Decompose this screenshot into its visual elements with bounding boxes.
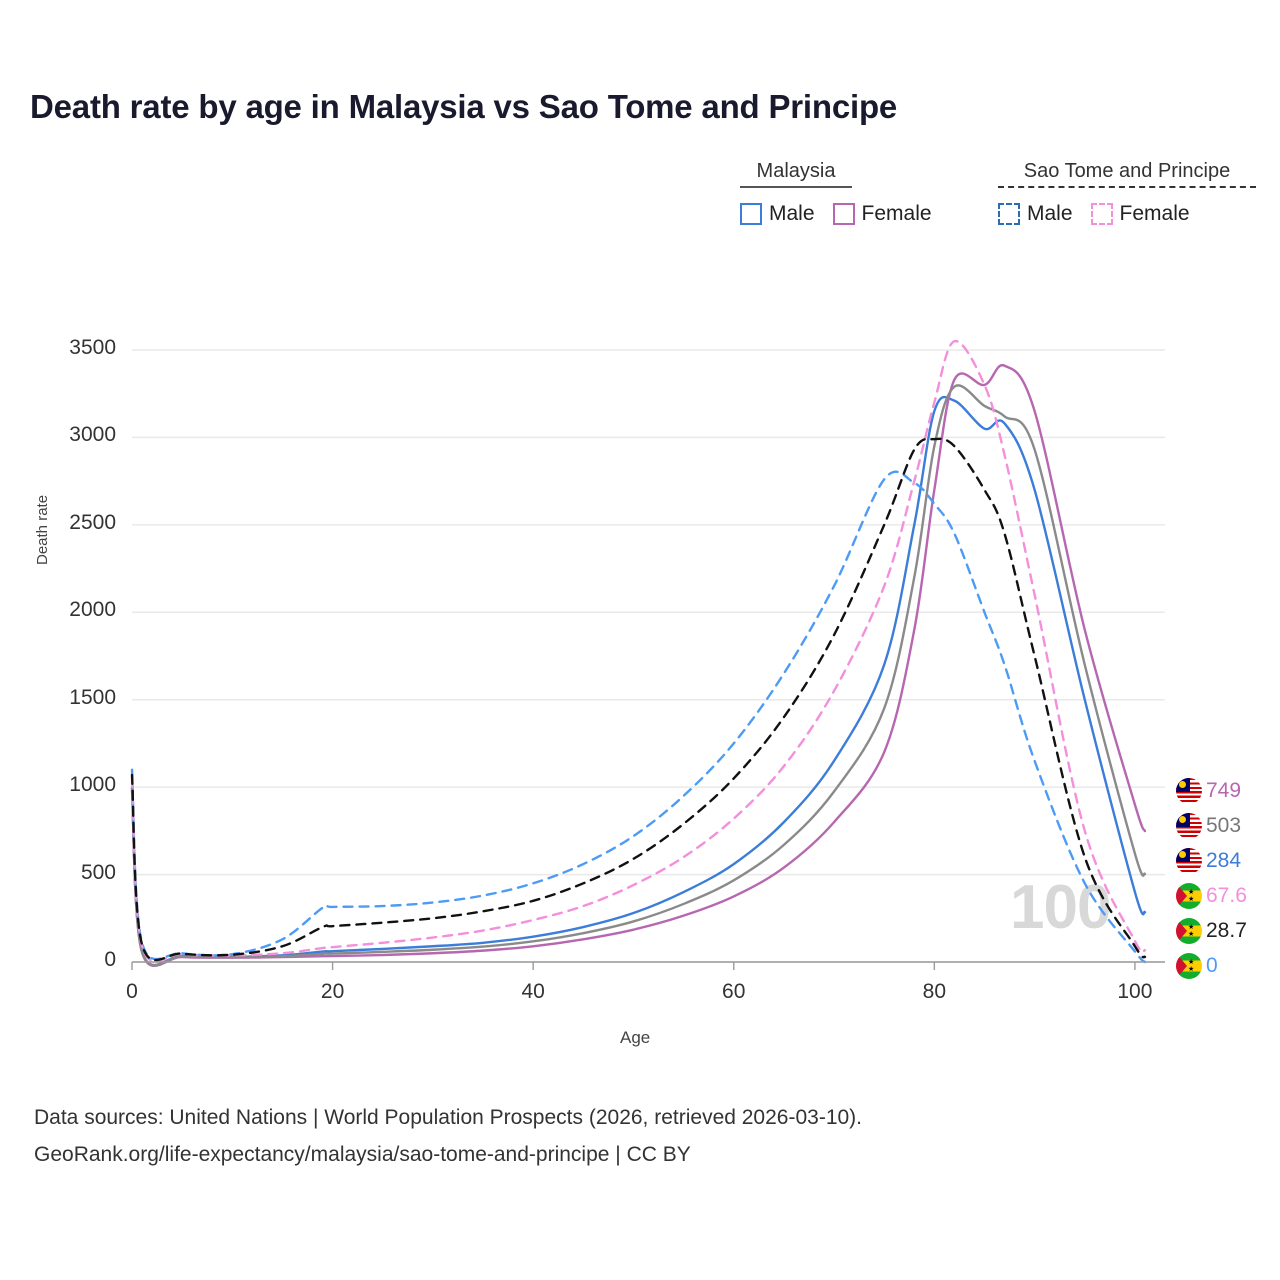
- x-axis-title: Age: [620, 1028, 651, 1047]
- footer-line-1: Data sources: United Nations | World Population Prospects (2026, retrieved 2026-03-10).: [34, 1106, 863, 1129]
- legend-item-malaysia-male[interactable]: [740, 202, 815, 226]
- sao-tome-flag-icon: [1176, 883, 1202, 909]
- page-title: Death rate by age in Malaysia vs Sao Tome and Principe: [30, 88, 898, 125]
- legend-group-malaysia: [740, 160, 932, 226]
- x-tick-label: 0: [126, 980, 138, 1003]
- footer: [34, 1100, 862, 1174]
- series-end-label: [1176, 918, 1247, 944]
- y-tick-label: 500: [80, 860, 116, 884]
- y-tick-label: 1000: [69, 773, 116, 797]
- legend-swatch-icon: [998, 203, 1020, 225]
- series-end-label: [1176, 778, 1241, 804]
- end-label-value: 503: [1206, 814, 1242, 837]
- y-tick-label: 1500: [69, 685, 116, 709]
- y-tick-label: 2000: [69, 598, 116, 622]
- chart-legend: [740, 160, 1260, 250]
- footer-line-2: GeoRank.org/life-expectancy/malaysia/sao-tome-and-principe | CC BY: [34, 1142, 691, 1166]
- legend-label: Female: [1119, 202, 1190, 225]
- y-tick-label: 3000: [69, 423, 116, 447]
- y-tick-label: 0: [104, 948, 116, 971]
- legend-group-title-malaysia: Malaysia: [740, 160, 852, 188]
- legend-item-sao-tome-female[interactable]: [1091, 202, 1190, 226]
- end-label-value: 284: [1206, 849, 1242, 872]
- x-tick-label: 100: [1117, 980, 1153, 1003]
- series-end-label: [1176, 813, 1241, 839]
- series-end-label: [1176, 953, 1218, 979]
- legend-swatch-icon: [833, 203, 855, 225]
- legend-group-sao-tome-and-principe: [998, 160, 1256, 226]
- legend-item-malaysia-female[interactable]: [833, 202, 932, 226]
- x-tick-label: 80: [922, 980, 946, 1003]
- end-label-value: 749: [1206, 779, 1242, 802]
- sao-tome-flag-icon: [1176, 953, 1202, 979]
- x-tick-label: 60: [722, 980, 746, 1003]
- malaysia-flag-icon: [1176, 813, 1202, 839]
- end-label-value: 0: [1206, 954, 1218, 977]
- malaysia-flag-icon: [1176, 848, 1202, 874]
- malaysia-flag-icon: [1176, 778, 1202, 804]
- x-tick-label: 40: [521, 980, 545, 1003]
- end-label-value: 28.7: [1206, 919, 1247, 942]
- series-end-label: [1176, 883, 1247, 909]
- legend-swatch-icon: [1091, 203, 1113, 225]
- y-axis-title: Death rate: [34, 494, 51, 565]
- legend-label: Female: [861, 202, 932, 225]
- legend-item-sao-tome-male[interactable]: [998, 202, 1073, 226]
- legend-group-title-sao-tome: Sao Tome and Principe: [998, 160, 1256, 188]
- y-tick-label: 3500: [69, 335, 116, 359]
- y-tick-label: 2500: [69, 510, 116, 534]
- x-tick-label: 20: [320, 980, 345, 1003]
- sao-tome-flag-icon: [1176, 918, 1202, 944]
- watermark: 100: [1010, 873, 1111, 942]
- legend-label: Male: [1027, 202, 1073, 225]
- end-label-value: 67.6: [1206, 884, 1247, 907]
- legend-label: Male: [769, 202, 815, 225]
- legend-swatch-icon: [740, 203, 762, 225]
- series-end-label: [1176, 848, 1241, 874]
